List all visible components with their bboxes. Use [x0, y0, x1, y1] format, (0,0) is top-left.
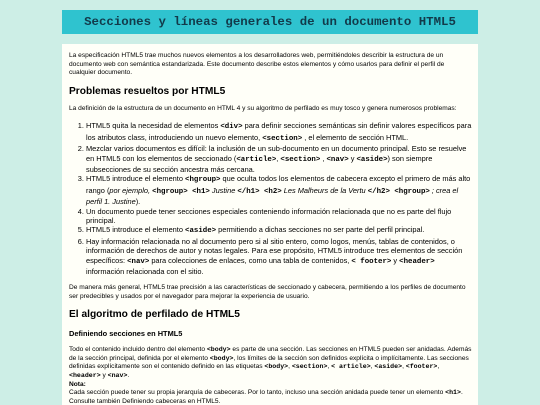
- sections-subheading: Definiendo secciones en HTML5: [69, 328, 183, 338]
- problems-heading: Problemas resueltos por HTML5: [69, 85, 226, 97]
- list-item: 6. Hay información relacionada no al documento pero si al sitio entero, como logos, menús, tablas de contenidos, o información de derechos de autor y notas legales. Para ese propósito, HTML5 introduce tres elementos de sección específicos: <nav> para colecciones de enlaces, como una tabla de contenidos, < footer> y <header> información relacionada con el sitio.: [86, 237, 472, 277]
- list-item: 3. HTML5 introduce el elemento <hgroup> que oculta todos los elementos de cabecera excepto el primero de más alto rango (por ejemplo, <hgroup> <h1> Justine </h1> <h2> Les Malheurs de la Vertu </h2> <hgroup> ; crea el perfil 1. Justine).: [86, 174, 472, 206]
- algorithm-heading: El algoritmo de perfilado de HTML5: [69, 309, 240, 321]
- list-item: 4. Un documento puede tener secciones especiales conteniendo información relacionada que no es parte del flujo principal.: [86, 207, 472, 226]
- note-label: Nota:: [69, 380, 86, 388]
- sections-paragraph: Todo el contenido incluido dentro del elemento <body> es parte de una sección. Las secciones en HTML5 pueden ser anidadas. Además de la sección principal, definida por el elemento <body>, los límites de la sección son definidos explícita o implícitamente. Las secciones definidas explícitamente son el contenido definido en las etiquetas <body>, <section>, < article>, <aside>, <footer>, <header> y <nav>.: [69, 346, 472, 379]
- title-banner: [62, 10, 478, 34]
- list-item: 1. HTML5 quita la necesidad de elementos <div> para definir secciones semánticas sin definir valores específicos para los atributos class, introduciendo un nuevo elemento, <section> , el elemento de sección HTML.: [86, 121, 472, 144]
- problems-intro: La definición de la estructura de un documento en HTML 4 y su algoritmo de perfilado es muy tosco y genera numerosos problemas:: [69, 104, 457, 112]
- page-title: Secciones y líneas generales de un documento HTML5: [84, 15, 456, 29]
- document-content: [62, 44, 478, 405]
- problems-outro: De manera más general, HTML5 trae precisión a las características de seccionado y cabecera, permitiendo a los perfiles de documento ser predecibles y usados por el navegador para mejorar la experiencia de usuario.: [69, 284, 466, 300]
- note-paragraph: Nota: Cada sección puede tener su propia jerarquía de cabeceras. Por lo tanto, incluso una sección anidada puede tener un elemento <h1>. Consulte también Definiendo cabeceras en HTML5.: [69, 380, 463, 405]
- list-item: 2. Mezclar varios documentos es difícil: la inclusión de un sub-documento en un documento principal. Esto se resuelve en HTML5 con los elementos de seccionado (<article>, <section> , <nav> y <aside>) son siempre subsecciones de su sección ancestra más cercana.: [86, 144, 472, 174]
- problems-list: [69, 121, 472, 276]
- intro-paragraph: La especificación HTML5 trae muchos nuevos elementos a los desarrolladores web, permitiéndoles describir la estructura de un documento web con semántica estandarizada. Este documento describe estos elementos y cómo usarlos para definir el perfil de cualquier documento.: [69, 52, 445, 77]
- list-item: 5. HTML5 introduce el elemento <aside> permitiendo a dichas secciones no ser parte del perfil principal.: [86, 225, 472, 236]
